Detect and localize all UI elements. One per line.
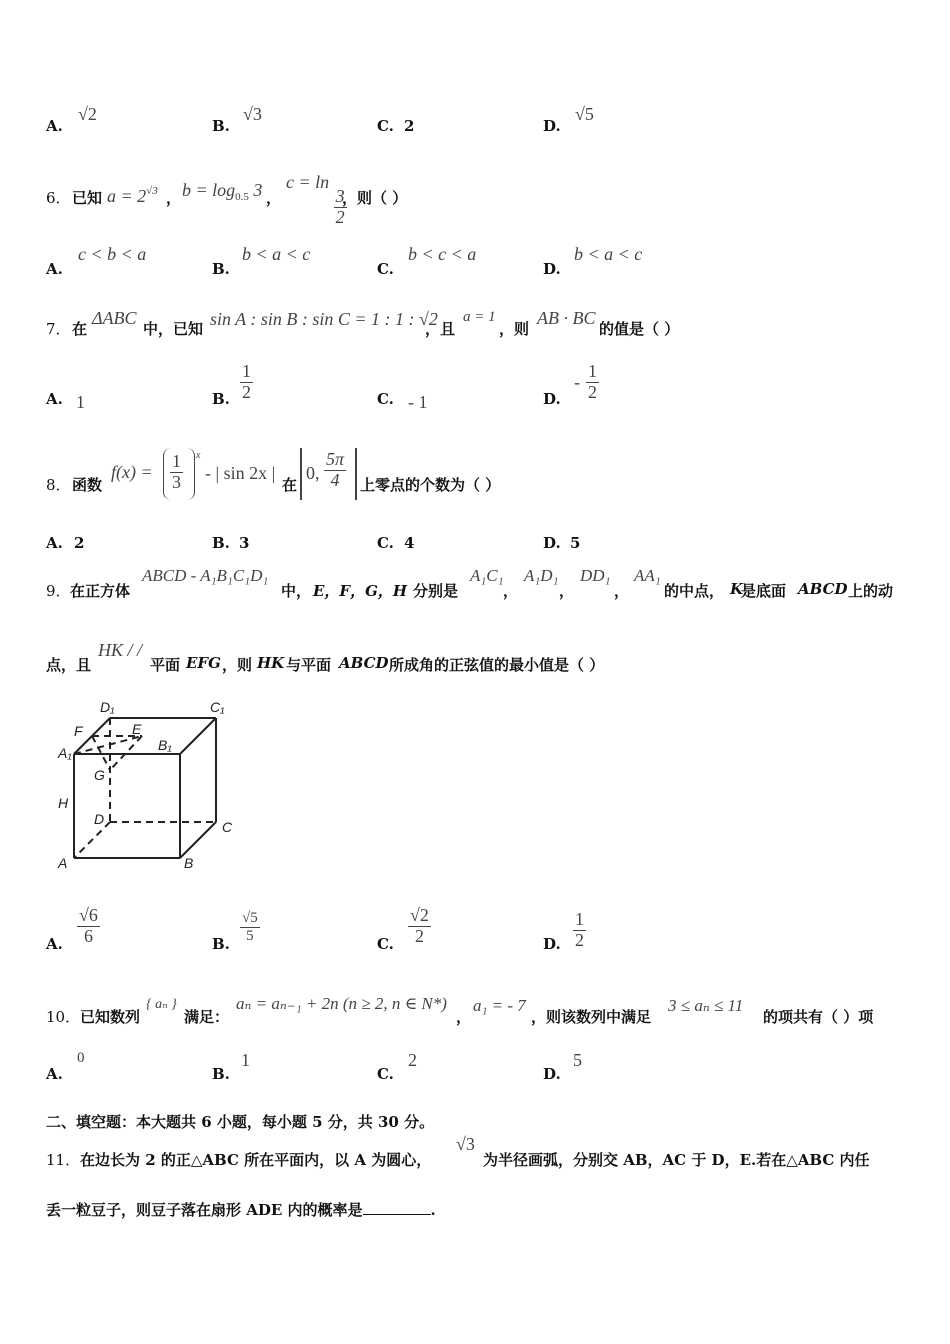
q9-text-2: 中，	[281, 582, 312, 600]
q9-option-b-letter: B.	[212, 935, 230, 953]
q6-b-expr: $b = \log_{0.5} 3$	[182, 180, 263, 203]
q8-text-3: 上零点的个数为（ ）	[360, 476, 501, 494]
q9-label-a1: A₁	[58, 745, 72, 761]
q9-k: K	[730, 580, 744, 598]
q8-text-2: 在	[282, 476, 298, 494]
q9-label-e: E	[132, 721, 142, 737]
section-2-title: 二、填空题：本大题共 6 小题，每小题 5 分，共 30 分。	[46, 1113, 435, 1131]
q9-cube: ABCD - A₁B₁C₁D₁	[142, 566, 269, 585]
q9-label-b1: B₁	[158, 737, 172, 753]
q6-option-d-value: b < a < c	[574, 244, 643, 264]
q10-sequence: { aₙ }	[146, 997, 177, 1012]
q10-text-5: 的项共有（ ）项	[763, 1008, 874, 1026]
q8-option-b-letter: B.	[212, 534, 230, 552]
q8-base-fraction: $\frac{1}{3}$	[172, 451, 181, 492]
q9-sep-2: ，	[559, 582, 575, 600]
q6-option-c-value: b < c < a	[408, 244, 477, 264]
q11-answer-blank[interactable]	[363, 1202, 431, 1215]
q8-interval-left: 0,	[306, 463, 320, 483]
q10-option-d-value: 5	[573, 1050, 582, 1070]
q7-option-d-sign: -	[574, 372, 580, 392]
q5-option-c-value: 2	[404, 117, 415, 135]
q11-number: 11．	[46, 1151, 81, 1169]
q9-cube-figure	[50, 692, 250, 874]
q5-option-a-value: √2	[78, 104, 97, 124]
q11-line-2: 丢一粒豆子，则豆子落在扇形 ADE 内的概率是 .	[46, 1201, 436, 1219]
q6-option-d-letter: D.	[543, 260, 561, 278]
q6-option-b-letter: B.	[212, 260, 230, 278]
q10-option-c-letter: C.	[377, 1065, 394, 1083]
q10-text-4: ，则该数列中满足	[531, 1008, 652, 1026]
q9-abcd-2: ABCD	[339, 654, 389, 672]
q9-text-1: 在正方体	[70, 582, 131, 600]
q5-option-b-letter: B.	[212, 117, 230, 135]
q10-text-3: ，	[456, 1008, 472, 1026]
q6-comma-1: ，	[166, 189, 182, 207]
q10-range: 3 ≤ aₙ ≤ 11	[668, 996, 744, 1015]
q8-text-1: 函数	[72, 476, 103, 494]
q8-option-b-value: 3	[239, 534, 250, 552]
q10-number: 10．	[46, 1008, 81, 1026]
q9-line2-c: ，则	[222, 656, 253, 674]
q7-option-d-letter: D.	[543, 390, 561, 408]
q7-dot-product: AB · BC	[537, 308, 596, 328]
q9-segment-2: A₁D₁	[524, 566, 559, 585]
q10-recurrence: aₙ = aₙ₋₁ + 2n (n ≥ 2, n ∈ N*)	[236, 994, 447, 1013]
q9-segment-1: A₁C₁	[470, 566, 504, 585]
q8-fx: f(x) =	[111, 462, 153, 482]
q9-label-b: B	[184, 855, 194, 871]
q9-label-c: C	[222, 819, 233, 835]
q10-option-a-letter: A.	[46, 1065, 63, 1083]
q9-points: E，F，G，H	[313, 582, 408, 600]
q9-line2-d: 与平面	[286, 656, 332, 674]
q6-a-expr: $a = 2^{√3}$	[107, 185, 158, 206]
q10-option-b-value: 1	[241, 1050, 250, 1070]
q8-option-a-letter: A.	[46, 534, 63, 552]
q9-label-c1: C₁	[210, 699, 225, 715]
q8-number: 8．	[46, 476, 71, 494]
q9-line2-e: 所成角的正弦值的最小值是（ ）	[389, 656, 605, 674]
q10-a1: a₁ = - 7	[473, 996, 526, 1015]
q9-text-6: 上的动	[848, 582, 894, 600]
q9-line2-b: 平面	[150, 656, 181, 674]
q6-option-a-letter: A.	[46, 260, 63, 278]
q7-option-d-fraction: $\frac{1}{2}$	[588, 361, 597, 402]
q9-sep-3: ，	[614, 582, 630, 600]
q6-text-1: 已知	[72, 189, 103, 207]
q9-label-g: G	[94, 767, 105, 783]
q9-abcd: ABCD	[798, 580, 848, 598]
q7-triangle: ΔABC	[92, 308, 137, 328]
q9-text-3: 分别是	[413, 582, 459, 600]
q8-option-d-letter: D.	[543, 534, 561, 552]
q7-text-3: ，且	[425, 320, 456, 338]
q6-option-c-letter: C.	[377, 260, 394, 278]
q9-line2-a: 点，且	[46, 656, 92, 674]
q7-text-1: 在	[72, 320, 88, 338]
q8-option-a-value: 2	[74, 534, 85, 552]
q7-option-a-value: 1	[76, 392, 85, 412]
q9-label-a: A	[58, 855, 68, 871]
q5-option-b-value: √3	[243, 104, 262, 124]
q5-option-a-letter: A.	[46, 117, 63, 135]
q8-option-d-value: 5	[570, 534, 581, 552]
q5-option-d-value: √5	[575, 104, 594, 124]
q10-text-2: 满足：	[184, 1008, 230, 1026]
q6-number: 6．	[46, 189, 71, 207]
q9-option-a-letter: A.	[46, 935, 63, 953]
q9-option-c-letter: C.	[377, 935, 394, 953]
q9-segment-3: DD₁	[580, 566, 611, 585]
q9-option-d-letter: D.	[543, 935, 561, 953]
q6-option-b-value: b < a < c	[242, 244, 311, 264]
q9-label-d: D	[94, 811, 105, 827]
q7-option-c-letter: C.	[377, 390, 394, 408]
q9-option-d-fraction: $\frac{1}{2}$	[575, 909, 584, 950]
q9-sep-1: ，	[503, 582, 519, 600]
q5-option-d-letter: D.	[543, 117, 561, 135]
q9-hk: HK	[257, 654, 285, 672]
q11-radius: √3	[456, 1134, 475, 1154]
q9-text-5: 是底面	[741, 582, 787, 600]
q7-text-2: 中，已知	[143, 320, 204, 338]
q7-text-5: 的值是（ ）	[599, 320, 680, 338]
q8-option-c-value: 4	[404, 534, 415, 552]
q7-option-a-letter: A.	[46, 390, 63, 408]
q9-hk-parallel: HK / /	[98, 640, 143, 660]
q9-segment-4: AA₁	[634, 566, 661, 585]
q9-number: 9．	[46, 582, 71, 600]
q5-option-c-letter: C.	[377, 117, 394, 135]
q7-text-4: ，则	[499, 320, 530, 338]
q10-option-a-value: 0	[77, 1050, 85, 1066]
q10-option-d-letter: D.	[543, 1065, 561, 1083]
q6-c-expr: c = ln $\frac{3}{2}$	[286, 172, 345, 227]
q9-text-4: 的中点，	[664, 582, 725, 600]
q10-text-1: 已知数列	[80, 1008, 141, 1026]
q9-efg: EFG	[186, 654, 221, 672]
q7-option-b-fraction: $\frac{1}{2}$	[242, 361, 251, 402]
q7-number: 7．	[46, 320, 71, 338]
q6-option-a-value: c < b < a	[78, 244, 147, 264]
q6-comma-2: ，	[266, 189, 282, 207]
q9-option-a-fraction: $\frac{√6}{6}$	[79, 905, 98, 946]
q9-option-c-fraction: $\frac{√2}{2}$	[410, 905, 429, 946]
q9-label-f: F	[74, 723, 83, 739]
q9-label-h: H	[58, 795, 69, 811]
q6-tail: ，则（ ）	[342, 189, 408, 207]
q8-interval-fraction: $\frac{5\pi}{4}$	[326, 449, 345, 490]
q10-option-b-letter: B.	[212, 1065, 230, 1083]
q9-label-d1: D₁	[100, 699, 115, 715]
q11-text-1: 在边长为 2 的正△ABC 所在平面内，以 A 为圆心，	[80, 1151, 432, 1169]
q7-option-c-value: - 1	[408, 392, 428, 412]
q9-option-b-fraction: $\frac{√5}{5}$	[242, 910, 258, 944]
q10-option-c-value: 2	[408, 1050, 417, 1070]
q8-abs-term: - | sin 2x |	[205, 463, 276, 483]
q8-option-c-letter: C.	[377, 534, 394, 552]
q8-exponent: x	[196, 450, 201, 461]
q11-text-2: 为半径画弧，分别交 AB，AC 于 D，E.若在△ABC 内任	[483, 1151, 870, 1169]
q7-a-condition: a = 1	[463, 309, 496, 325]
q7-option-b-letter: B.	[212, 390, 230, 408]
q7-ratio: sin A : sin B : sin C = 1 : 1 : √2	[210, 309, 438, 329]
